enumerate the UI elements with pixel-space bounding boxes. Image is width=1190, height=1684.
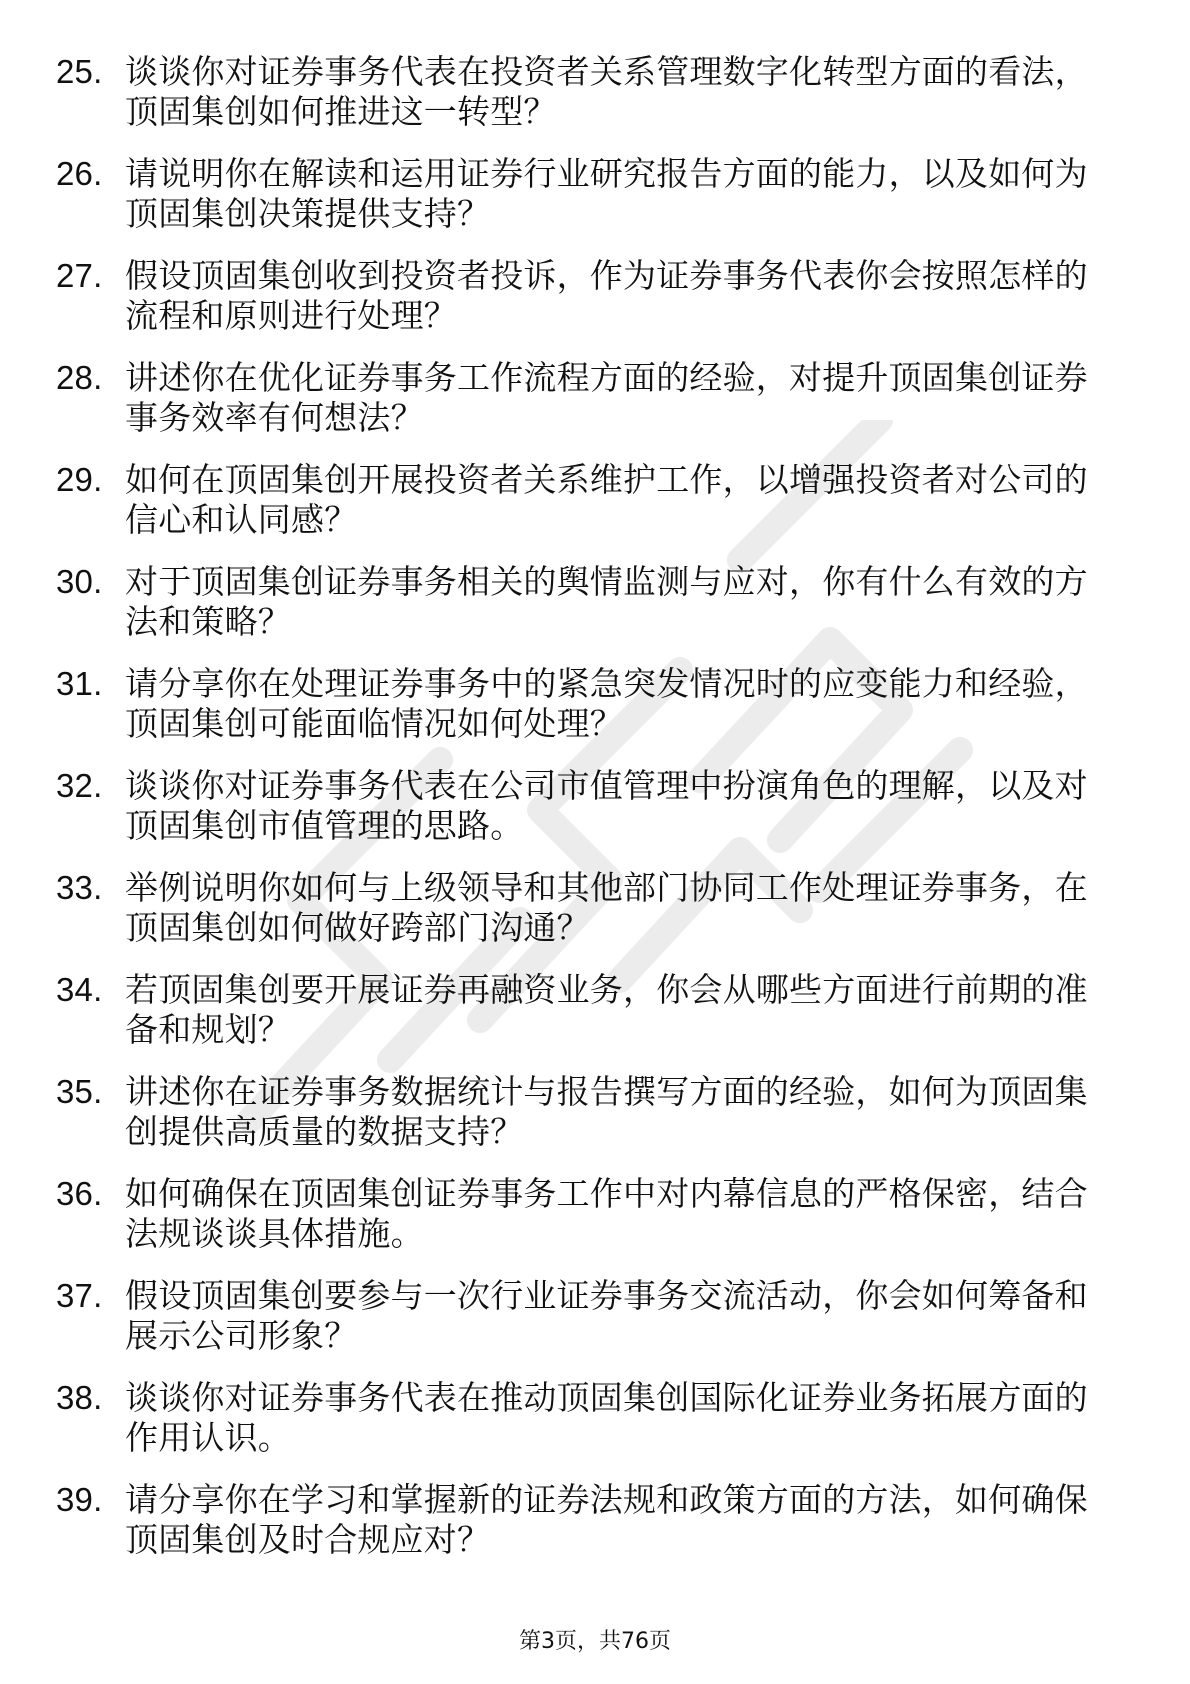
page-footer: 第3页，共76页 [519, 1629, 671, 1654]
question-number: 32. [56, 767, 103, 804]
question-item [56, 460, 1116, 540]
question-item [56, 1480, 1116, 1560]
question-text: 如何在顶固集创开展投资者关系维护工作，以增强投资者对公司的信心和认同感？ [125, 460, 1088, 539]
question-number: 28. [56, 359, 103, 396]
question-text: 请分享你在学习和掌握新的证券法规和政策方面的方法，如何确保顶固集创及时合规应对？ [125, 1480, 1088, 1559]
question-item [56, 664, 1116, 744]
question-number: 39. [56, 1481, 103, 1518]
question-text: 请分享你在处理证券事务中的紧急突发情况时的应变能力和经验，顶固集创可能面临情况如何处理？ [125, 664, 1088, 743]
question-text: 谈谈你对证券事务代表在推动顶固集创国际化证券业务拓展方面的作用认识。 [125, 1378, 1088, 1457]
question-item [56, 1072, 1116, 1152]
question-number: 27. [56, 257, 103, 294]
question-number: 38. [56, 1379, 103, 1416]
question-list [56, 52, 1116, 1582]
question-item [56, 562, 1116, 642]
question-item [56, 970, 1116, 1050]
question-number: 34. [56, 971, 103, 1008]
question-text: 讲述你在证券事务数据统计与报告撰写方面的经验，如何为顶固集创提供高质量的数据支持？ [125, 1072, 1088, 1151]
question-item [56, 1174, 1116, 1254]
question-item [56, 358, 1116, 438]
question-item [56, 1378, 1116, 1458]
question-text: 举例说明你如何与上级领导和其他部门协同工作处理证券事务，在顶固集创如何做好跨部门沟通？ [125, 868, 1088, 947]
question-item [56, 1276, 1116, 1356]
question-item [56, 868, 1116, 948]
question-item [56, 52, 1116, 132]
question-text: 假设顶固集创要参与一次行业证券事务交流活动，你会如何筹备和展示公司形象？ [125, 1276, 1088, 1355]
question-item [56, 154, 1116, 234]
question-text: 请说明你在解读和运用证券行业研究报告方面的能力，以及如何为顶固集创决策提供支持？ [125, 154, 1088, 233]
question-text: 谈谈你对证券事务代表在公司市值管理中扮演角色的理解，以及对顶固集创市值管理的思路。 [125, 766, 1088, 845]
question-number: 30. [56, 563, 103, 600]
question-number: 36. [56, 1175, 103, 1212]
question-number: 37. [56, 1277, 103, 1314]
question-number: 33. [56, 869, 103, 906]
question-number: 31. [56, 665, 103, 702]
question-number: 26. [56, 155, 103, 192]
question-text: 谈谈你对证券事务代表在投资者关系管理数字化转型方面的看法，顶固集创如何推进这一转型？ [125, 52, 1088, 131]
question-item [56, 766, 1116, 846]
question-item [56, 256, 1116, 336]
question-text: 假设顶固集创收到投资者投诉，作为证券事务代表你会按照怎样的流程和原则进行处理？ [125, 256, 1088, 335]
question-text: 若顶固集创要开展证券再融资业务，你会从哪些方面进行前期的准备和规划？ [125, 970, 1088, 1049]
question-number: 35. [56, 1073, 103, 1110]
question-number: 29. [56, 461, 103, 498]
question-number: 25. [56, 53, 103, 90]
question-text: 讲述你在优化证券事务工作流程方面的经验，对提升顶固集创证券事务效率有何想法？ [125, 358, 1088, 437]
question-text: 如何确保在顶固集创证券事务工作中对内幕信息的严格保密，结合法规谈谈具体措施。 [125, 1174, 1088, 1253]
question-text: 对于顶固集创证券事务相关的舆情监测与应对，你有什么有效的方法和策略？ [125, 562, 1088, 641]
